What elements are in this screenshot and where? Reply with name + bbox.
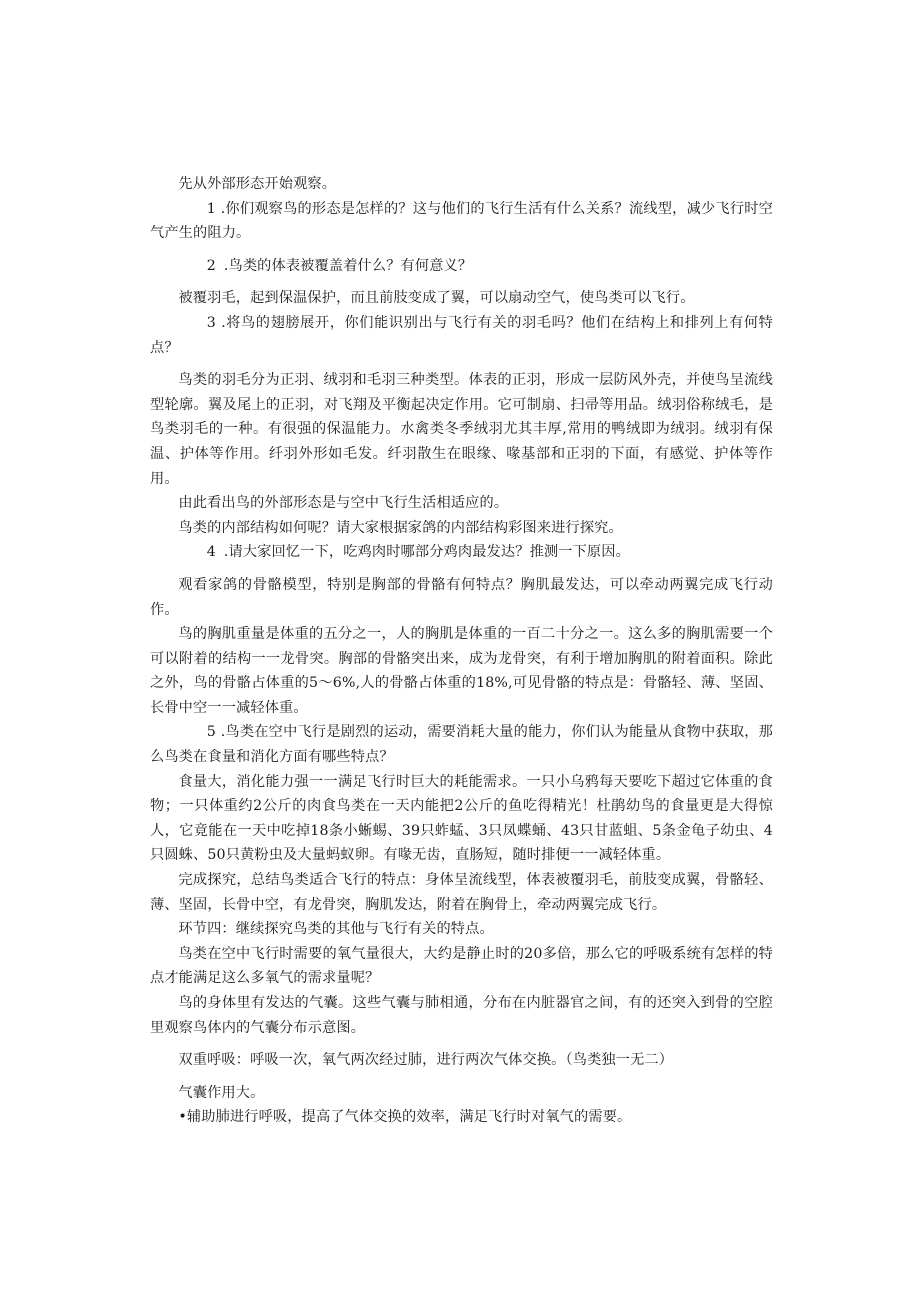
question-number: 1 — [206, 200, 216, 217]
bullet-icon: • — [178, 1109, 187, 1126]
paragraph-a5: 食量大，消化能力强一一满足飞行时巨大的耗能需求。一只小乌鸦每天要吃下超过它体重的食物；一只体重约2公斤的肉食鸟类在一天内能把2公斤的鱼吃得精光！杜鹃幼鸟的食量更是大得惊人，它竟能在一天中吃掉18条小蜥蜴、39只蚱蜢、3只凤蝶蛹、43只甘蓝蛆、5条金龟子幼虫、4只圆蛛、50只黄粉虫及大量蚂蚁卵。有喙无齿，直肠短，随时排便一一减轻体重。 — [150, 773, 773, 864]
question-number: 3 — [206, 314, 216, 331]
paragraph-air-sacs: 鸟的身体里有发达的气囊。这些气囊与肺相通，分布在内脏器官之间，有的还突入到骨的空腔里观察鸟体内的气囊分布示意图。 — [150, 995, 773, 1036]
paragraph-intro: 先从外部形态开始观察。 — [178, 176, 337, 192]
paragraph-a3: 鸟类的羽毛分为正羽、绒羽和毛羽三种类型。体表的正羽，形成一层防风外壳，并使鸟呈流线型轮廓。翼及尾上的正羽，对飞翔及平衡起决定作用。它可制扇、扫帚等用品。绒羽俗称绒毛，是鸟类羽毛的一种。有很强的保温能力。水禽类冬季绒羽尤其丰厚,常用的鸭绒即为绒羽。绒羽有保温、护体等作用。纤羽外形如毛发。纤羽散生在眼缘、喙基部和正羽的下面，有感觉、护体等作用。 — [150, 372, 773, 487]
paragraph-q4: 4 .请大家回忆一下，吃鸡肉时哪部分鸡肉最发达？推测一下原因。 — [150, 540, 773, 565]
paragraph-a2: 被覆羽毛，起到保温保护，而且前肢变成了翼，可以扇动空气，使鸟类可以飞行。 — [178, 290, 695, 307]
paragraph-q2: 2 .鸟类的体表被覆盖着什么？有何意义？ — [150, 254, 773, 279]
question-number: 4 — [206, 544, 216, 561]
paragraph-section-four: 环节四：继续探究鸟类的其他与飞行有关的特点。 — [178, 921, 494, 938]
paragraph-q5: 5 .鸟类在空中飞行是剧烈的运动，需要消耗大量的能力，你们认为能量从食物中获取，那么鸟类在食量和消化方面有哪些特点？ — [150, 720, 773, 769]
paragraph-internal-intro: 鸟类的内部结构如何呢？请大家根据家鸽的内部结构彩图来进行探究。 — [178, 519, 623, 536]
paragraph-double-breathing: 双重呼吸：呼吸一次，氧气两次经过肺，进行两次气体交换。（鸟类独一无二） — [178, 1052, 674, 1069]
paragraph-conclusion-external: 由此看出鸟的外部形态是与空中飞行生活相适应的。 — [178, 495, 509, 512]
paragraph-oxygen: 鸟类在空中飞行时需要的氧气量很大，大约是静止时的20多倍，那么它的呼吸系统有怎样的特点才能满足这么多氧气的需求量呢？ — [150, 945, 773, 987]
bullet-text: 辅助肺进行呼吸，提高了气体交换的效率，满足飞行时对氧气的需要。 — [186, 1109, 632, 1126]
paragraph-q3: 3 .将鸟的翅膀展开，你们能识别出与飞行有关的羽毛吗？他们在结构上和排列上有何特点？ — [150, 311, 773, 360]
question-number: 5 — [206, 724, 216, 741]
document-body — [150, 172, 773, 1130]
paragraph-chest-muscle: 鸟的胸肌重量是体重的五分之一，人的胸肌是体重的一百二十分之一。这么多的胸肌需要一个可以附着的结构一一龙骨突。胸部的骨骼突出来，成为龙骨突，有利于增加胸肌的附着面积。除此之外，鸟的骨骼占体重的5～6%,人的骨骼占体重的18%,可见骨骼的特点是：骨骼轻、薄、坚固、长骨中空一一减轻体重。 — [150, 626, 773, 716]
paragraph-air-sac-role: 气囊作用大。 — [178, 1084, 265, 1101]
paragraph-q1: 1 .你们观察鸟的形态是怎样的？这与他们的飞行生活有什么关系？流线型，减少飞行时空气产生的阻力。 — [150, 197, 773, 246]
bullet-list-item — [150, 1105, 773, 1130]
paragraph-skeleton: 观看家鸽的骨骼模型，特别是胸部的骨骼有何特点？胸肌最发达，可以牵动两翼完成飞行动作。 — [150, 576, 773, 618]
question-number: 2 — [206, 257, 216, 274]
paragraph-summary: 完成探究，总结鸟类适合飞行的特点：身体呈流线型，体表被覆羽毛，前肢变成翼，骨骼轻、薄、坚固，长骨中空，有龙骨突，胸肌发达，附着在胸骨上，牵动两翼完成飞行。 — [150, 872, 773, 913]
